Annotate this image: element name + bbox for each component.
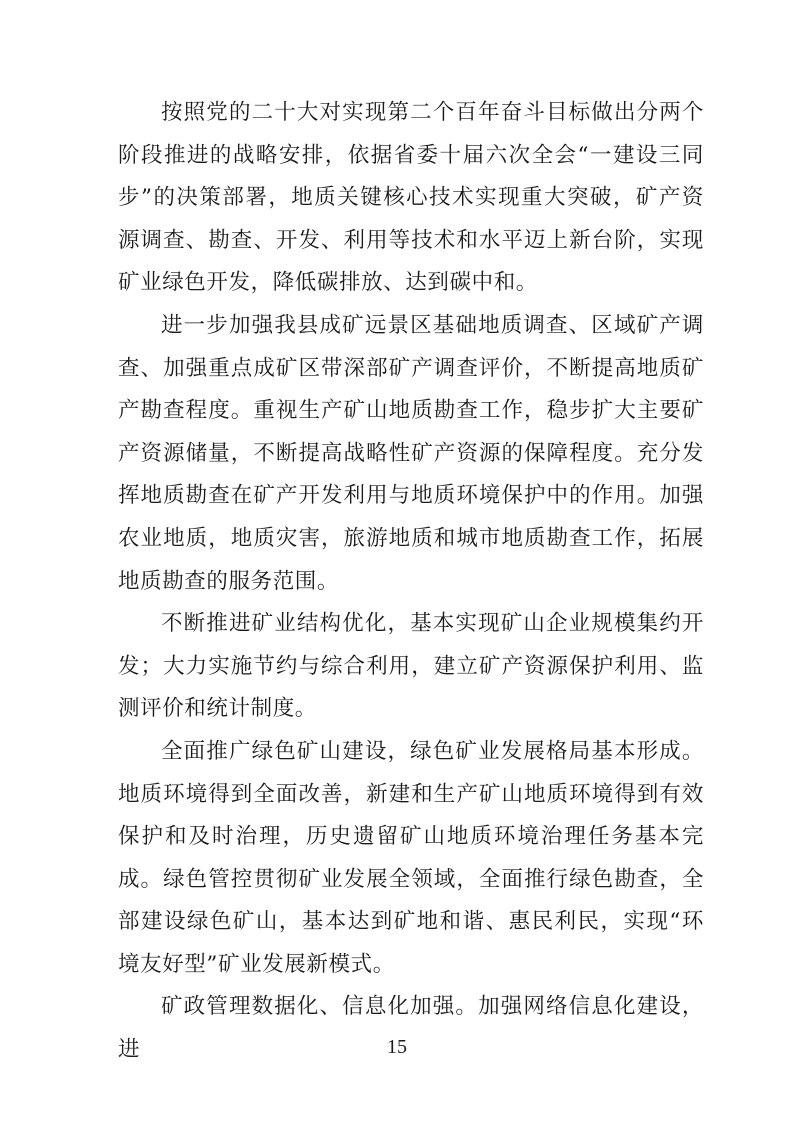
paragraph-informatization: 矿政管理数据化、信息化加强。加强网络信息化建设，进 [118,994,704,1063]
paragraph-strategy: 按照党的二十大对实现第二个百年奋斗目标做出分两个阶段推进的战略安排，依据省委十届六次全会“一建设三同步”的决策部署，地质关键核心技术实现重大突破，矿产资源调查、勘查、开发、利用等技术和水平迈上新台阶，实现矿业绿色开发，降低碳排放、达到碳中和。 [118,100,704,296]
paragraph-structure-optimization: 不断推进矿业结构优化，基本实现矿山企业规模集约开发；大力实施节约与综合利用，建立矿产资源保护利用、监测评价和统计制度。 [118,611,704,722]
document-body [118,92,704,1072]
paragraph-green-mining: 全面推广绿色矿山建设，绿色矿业发展格局基本形成。地质环境得到全面改善，新建和生产矿山地质环境得到有效保护和及时治理，历史遗留矿山地质环境治理任务基本完成。绿色管控贯彻矿业发展全领域，全面推行绿色勘查，全部建设绿色矿山，基本达到矿地和谐、惠民利民，实现“环境友好型”矿业发展新模式。 [118,738,704,977]
page-number: 15 [387,1036,407,1058]
paragraph-geological-survey: 进一步加强我县成矿远景区基础地质调查、区域矿产调查、加强重点成矿区带深部矿产调查评价，不断提高地质矿产勘查程度。重视生产矿山地质勘查工作，稳步扩大主要矿产资源储量，不断提高战略性矿产资源的保障程度。充分发挥地质勘查在矿产开发利用与地质环境保护中的作用。加强农业地质，地质灾害，旅游地质和城市地质勘查工作，拓展地质勘查的服务范围。 [118,312,704,594]
